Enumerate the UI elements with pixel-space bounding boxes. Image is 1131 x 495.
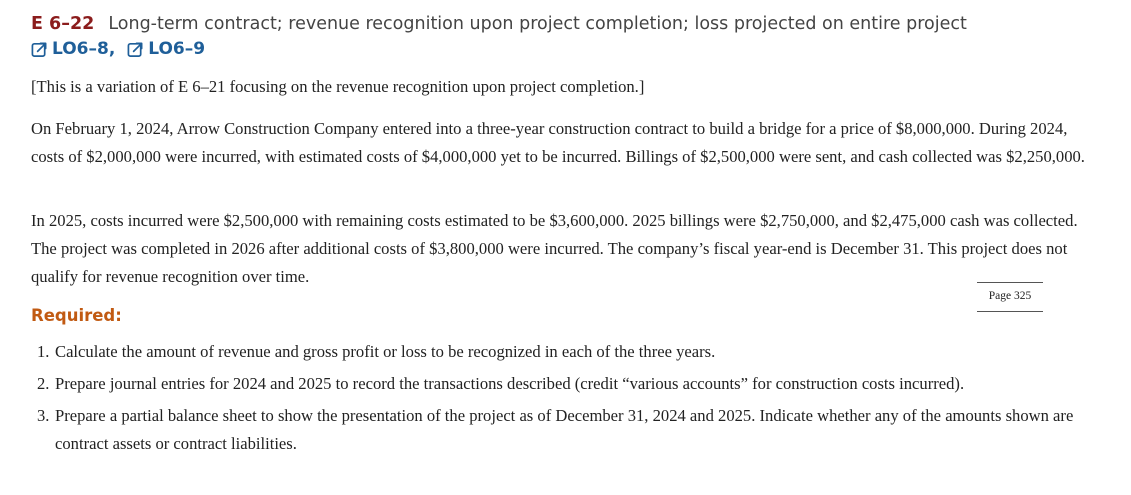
- problem-paragraph-2: In 2025, costs incurred were $2,500,000 with remaining costs estimated to be $3,600,000. 2025 billings were $2,750,000, and $2,475,000 cash was collected. The project was completed in 2026 after additional costs of $3,800,000 were incurred. The company’s fiscal year-end is December 31. This project does not qualify for revenue recognition over time.: [31, 211, 1078, 286]
- page-marker: Page 325: [977, 282, 1043, 312]
- required-item-number: 2.: [37, 374, 50, 393]
- required-item-text: Prepare journal entries for 2024 and 2025 to record the transactions described (credit “various accounts” for construction costs incurred).: [55, 374, 965, 393]
- required-item-number: 3.: [37, 406, 50, 425]
- required-item-number: 1.: [37, 342, 50, 361]
- required-item: [31, 370, 1091, 398]
- lo-label-1: LO6–8,: [52, 39, 116, 59]
- lo-link-2[interactable]: [127, 37, 205, 61]
- required-item-text: Prepare a partial balance sheet to show the presentation of the project as of December 31, 2024 and 2025. Indicate whether any of the amounts shown are contract assets or contract liabilities.: [55, 406, 1074, 453]
- required-item: [31, 338, 1091, 366]
- external-link-icon: [31, 41, 48, 58]
- problem-paragraph-1: On February 1, 2024, Arrow Construction Company entered into a three-year construction contract to build a bridge for a price of $8,000,000. During 2024, costs of $2,000,000 were incurred, with estimated costs of $4,000,000 yet to be incurred. Billings of $2,500,000 were sent, and cash collected was $2,250,000.: [31, 119, 1085, 166]
- required-list: [31, 338, 1091, 462]
- required-item: [31, 402, 1091, 458]
- lo-label-2: LO6–9: [148, 39, 206, 59]
- exercise-header: [31, 12, 1091, 36]
- external-link-icon: [127, 41, 144, 58]
- exercise-number: E 6–22: [31, 14, 95, 34]
- exercise-title: Long-term contract; revenue recognition upon project completion; loss projected on entire project: [108, 14, 967, 34]
- lo-link-1[interactable]: [31, 37, 115, 61]
- learning-objectives: [31, 37, 1091, 65]
- required-item-text: Calculate the amount of revenue and gross profit or loss to be recognized in each of the three years.: [55, 342, 716, 361]
- variation-note: [This is a variation of E 6–21 focusing on the revenue recognition upon project completion.]: [31, 77, 645, 96]
- required-heading: Required:: [31, 306, 122, 325]
